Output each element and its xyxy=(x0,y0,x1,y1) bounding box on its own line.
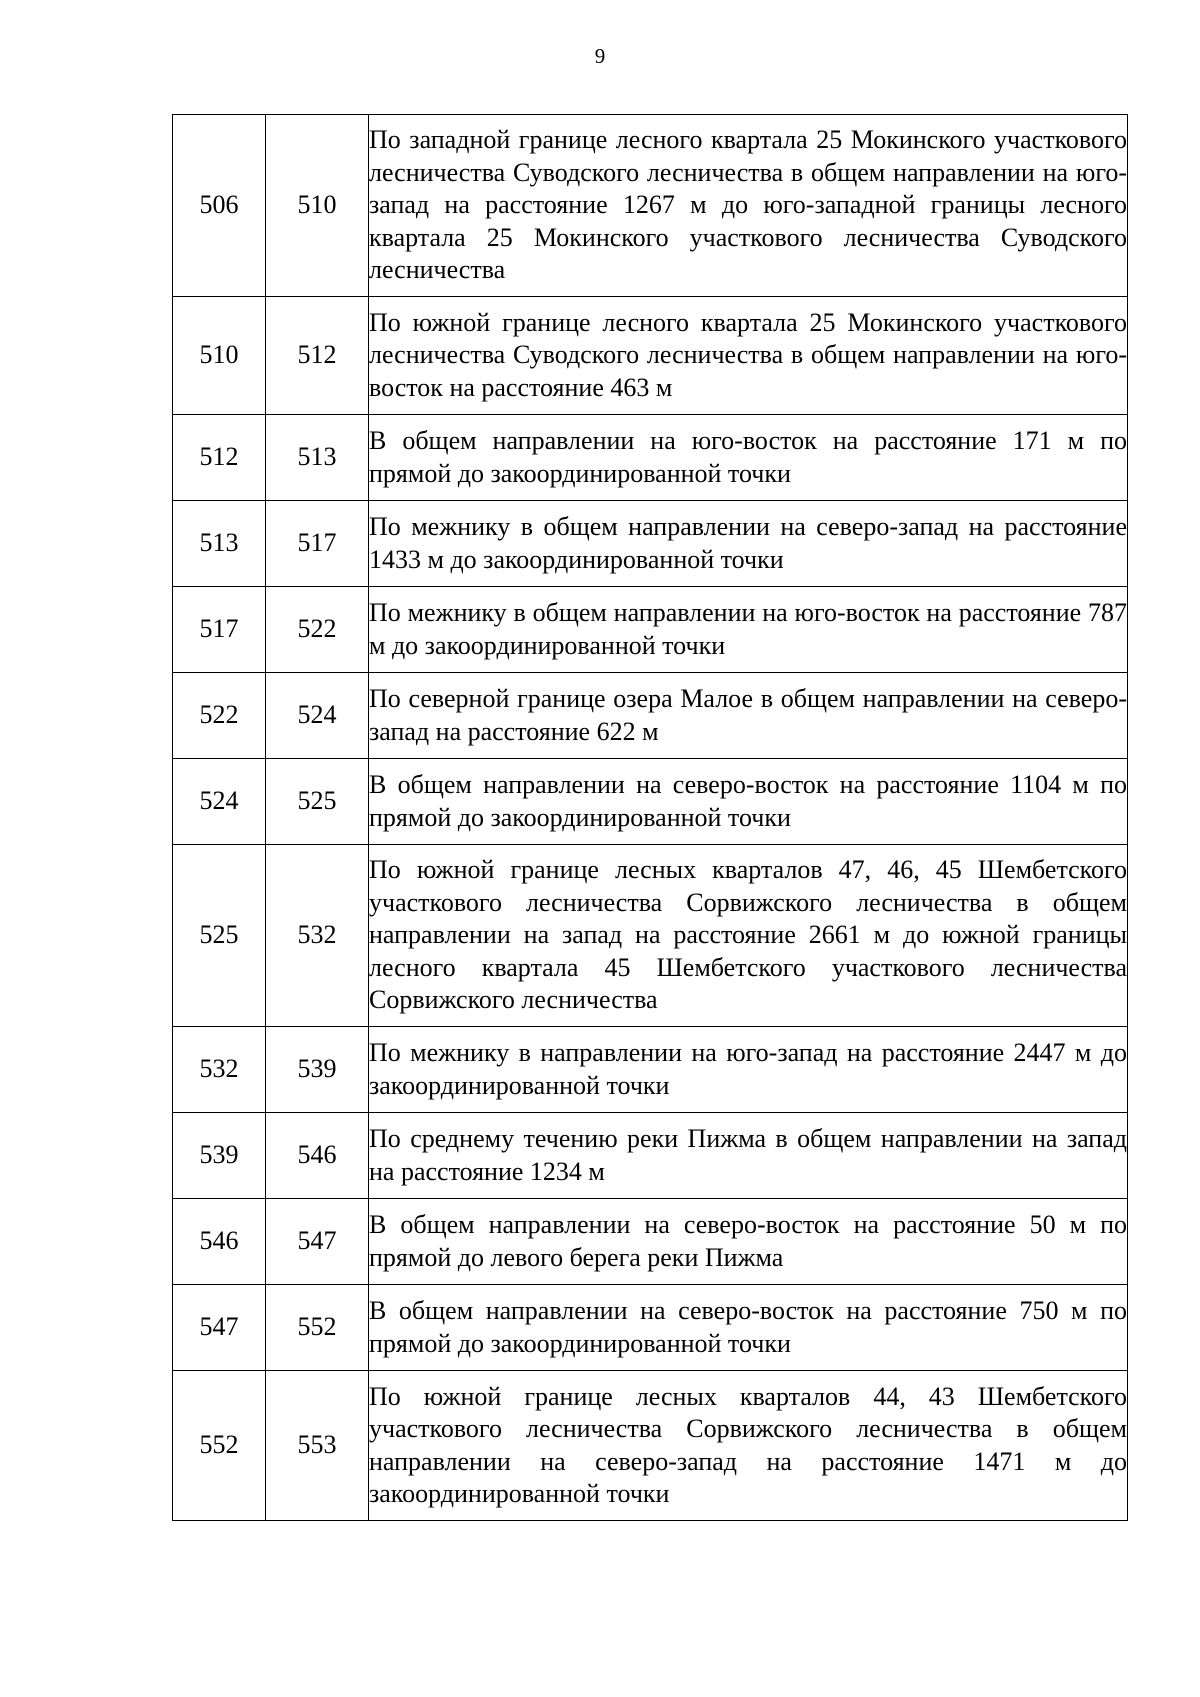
from-point: 512 xyxy=(173,415,266,501)
table-row xyxy=(173,415,1128,501)
to-point: 510 xyxy=(266,115,369,297)
from-point: 506 xyxy=(173,115,266,297)
table-row xyxy=(173,587,1128,673)
boundary-description: По среднему течению реки Пижма в общем направлении на запад на расстояние 1234 м xyxy=(369,1113,1128,1199)
to-point: 513 xyxy=(266,415,369,501)
from-point: 524 xyxy=(173,759,266,845)
from-point: 552 xyxy=(173,1371,266,1521)
from-point: 539 xyxy=(173,1113,266,1199)
table-row xyxy=(173,1371,1128,1521)
from-point: 522 xyxy=(173,673,266,759)
to-point: 512 xyxy=(266,297,369,415)
table-row xyxy=(173,115,1128,297)
from-point: 532 xyxy=(173,1027,266,1113)
table-row xyxy=(173,1027,1128,1113)
boundary-description: По северной границе озера Малое в общем направлении на северо-запад на расстояние 622 м xyxy=(369,673,1128,759)
from-point: 546 xyxy=(173,1199,266,1285)
boundary-description: В общем направлении на северо-восток на расстояние 750 м по прямой до закоординированной точки xyxy=(369,1285,1128,1371)
table-row xyxy=(173,845,1128,1027)
to-point: 553 xyxy=(266,1371,369,1521)
boundary-description: По межнику в направлении на юго-запад на расстояние 2447 м до закоординированной точки xyxy=(369,1027,1128,1113)
to-point: 552 xyxy=(266,1285,369,1371)
from-point: 513 xyxy=(173,501,266,587)
boundary-description: По южной границе лесных кварталов 44, 43 Шембетского участкового лесничества Сорвижского лесничества в общем направлении на северо-запад на расстояние 1471 м до закоординированной точки xyxy=(369,1371,1128,1521)
from-point: 525 xyxy=(173,845,266,1027)
page-number: 9 xyxy=(594,44,606,68)
boundary-description: По межнику в общем направлении на юго-восток на расстояние 787 м до закоординированной точки xyxy=(369,587,1128,673)
boundary-description: По западной границе лесного квартала 25 Мокинского участкового лесничества Суводского лесничества в общем направлении на юго-запад на расстояние 1267 м до юго-западной границы лесного квартала 25 Мокинского участкового лесничества Суводского лесничества xyxy=(369,115,1128,297)
boundary-description: По южной границе лесных кварталов 47, 46, 45 Шембетского участкового лесничества Сорвижского лесничества в общем направлении на запад на расстояние 2661 м до южной границы лесного квартала 45 Шембетского участкового лесничества Сорвижского лесничества xyxy=(369,845,1128,1027)
boundary-description-table xyxy=(172,114,1128,1521)
to-point: 539 xyxy=(266,1027,369,1113)
to-point: 547 xyxy=(266,1199,369,1285)
table-row xyxy=(173,297,1128,415)
table-body xyxy=(173,115,1128,1521)
boundary-description: По межнику в общем направлении на северо-запад на расстояние 1433 м до закоординированной точки xyxy=(369,501,1128,587)
boundary-description: В общем направлении на юго-восток на расстояние 171 м по прямой до закоординированной точки xyxy=(369,415,1128,501)
to-point: 517 xyxy=(266,501,369,587)
table-row xyxy=(173,1113,1128,1199)
boundary-description: В общем направлении на северо-восток на расстояние 50 м по прямой до левого берега реки Пижма xyxy=(369,1199,1128,1285)
to-point: 532 xyxy=(266,845,369,1027)
table-row xyxy=(173,501,1128,587)
table-row xyxy=(173,673,1128,759)
to-point: 546 xyxy=(266,1113,369,1199)
to-point: 525 xyxy=(266,759,369,845)
boundary-description: В общем направлении на северо-восток на расстояние 1104 м по прямой до закоординированной точки xyxy=(369,759,1128,845)
to-point: 522 xyxy=(266,587,369,673)
table-row xyxy=(173,1285,1128,1371)
to-point: 524 xyxy=(266,673,369,759)
table-row xyxy=(173,1199,1128,1285)
from-point: 510 xyxy=(173,297,266,415)
from-point: 547 xyxy=(173,1285,266,1371)
table-row xyxy=(173,759,1128,845)
boundary-description: По южной границе лесного квартала 25 Мокинского участкового лесничества Суводского лесничества в общем направлении на юго-восток на расстояние 463 м xyxy=(369,297,1128,415)
from-point: 517 xyxy=(173,587,266,673)
